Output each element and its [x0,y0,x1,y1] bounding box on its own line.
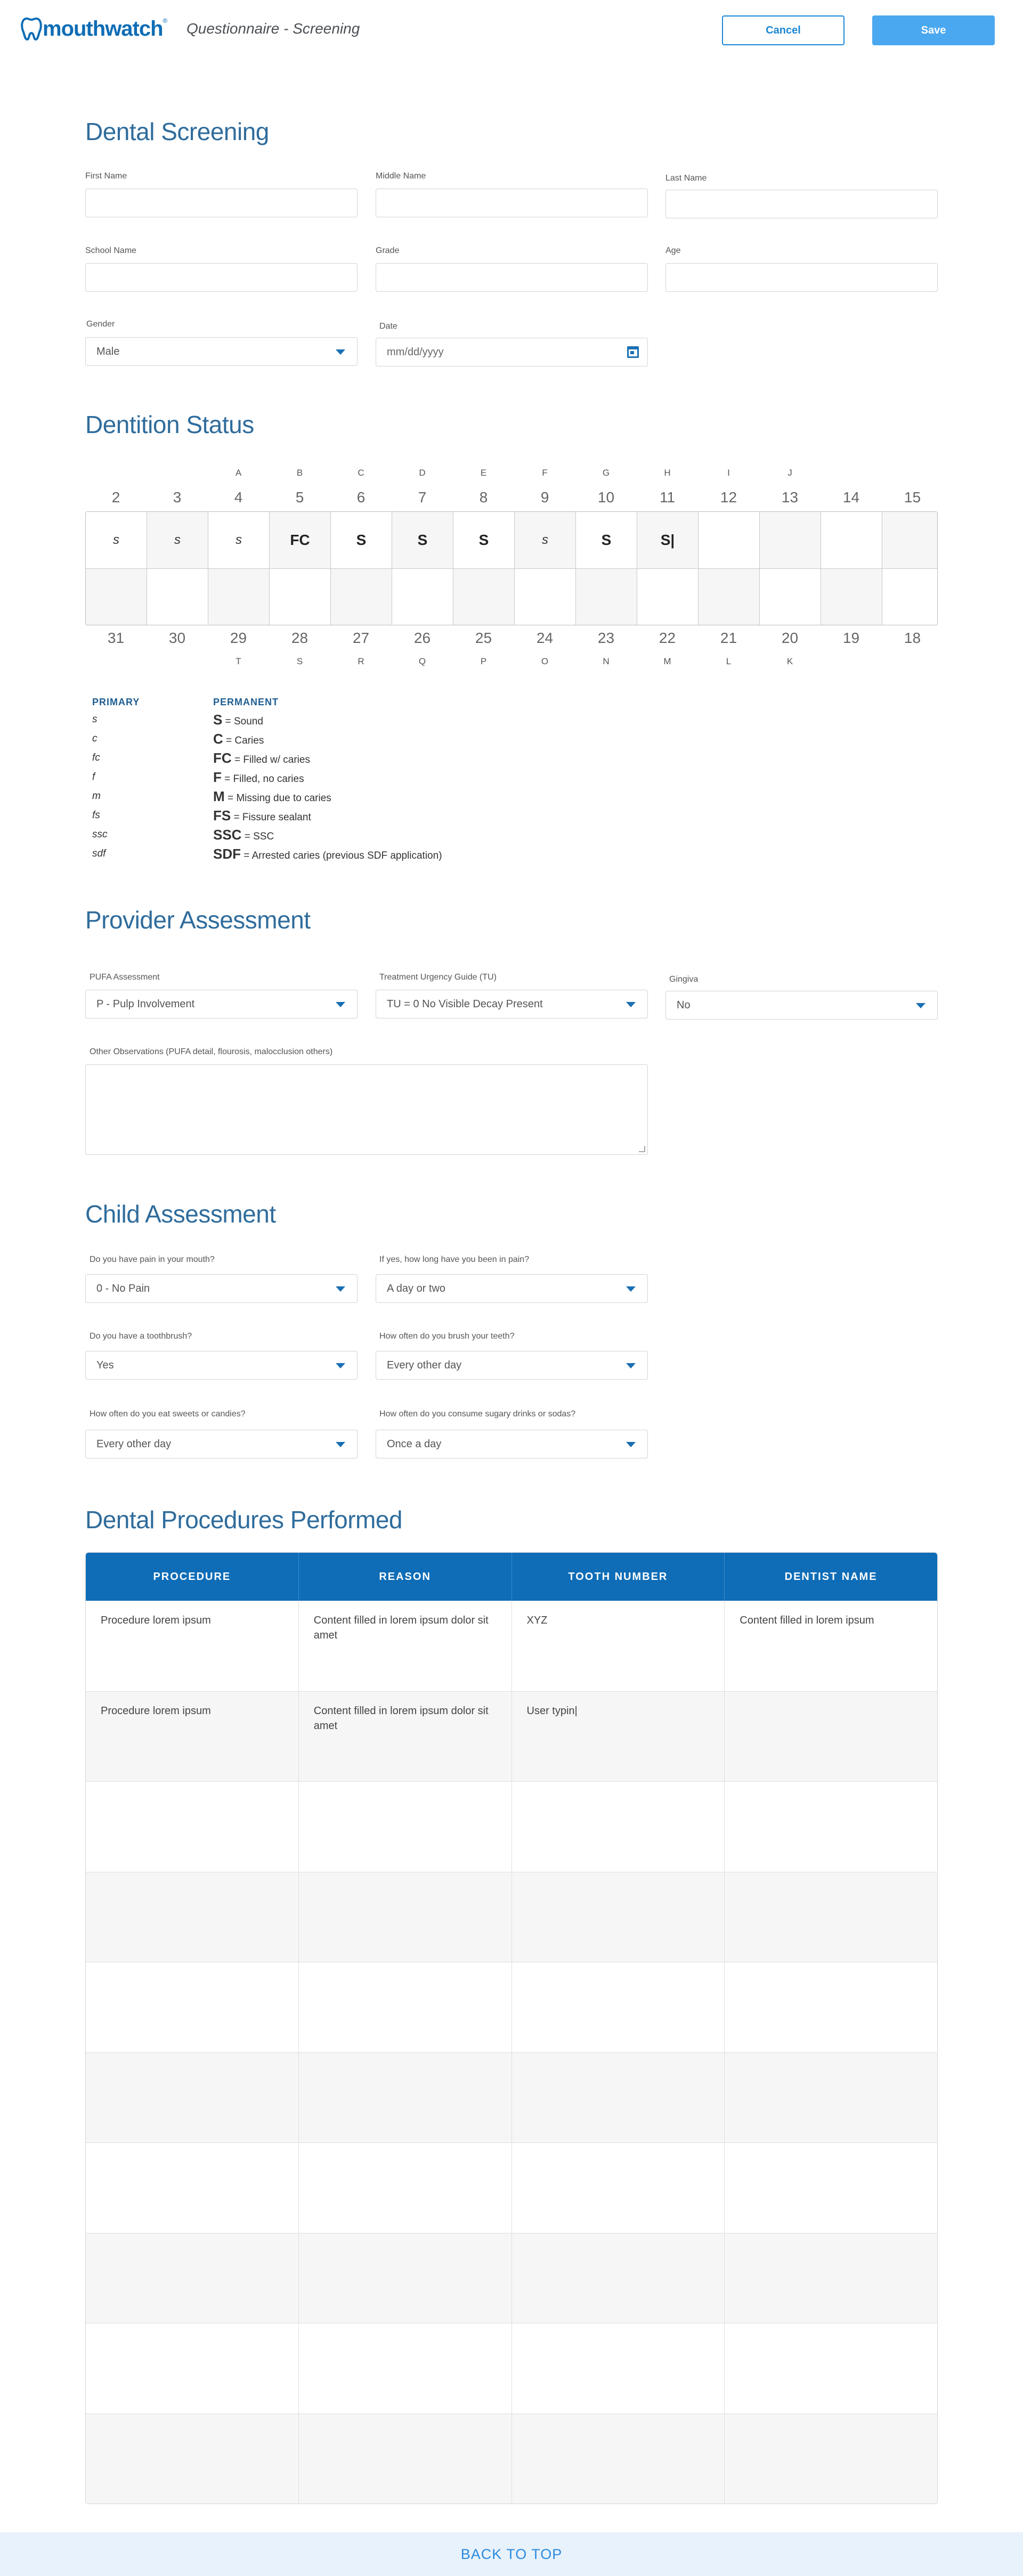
provider-assessment-title: Provider Assessment [85,906,311,934]
dentist-name-cell[interactable] [725,2053,937,2143]
tu-select[interactable] [376,990,648,1018]
drinks-label: How often do you consume sugary drinks or sodas? [379,1409,576,1419]
tooth-number-cell[interactable] [512,2324,725,2414]
table-row [86,2233,937,2324]
legend-permanent-entry [213,750,310,767]
school-name-field[interactable] [85,263,358,292]
upper-tooth-cell[interactable]: S [331,512,392,569]
tooth-number-label: 7 [418,489,427,506]
dentist-name-cell[interactable] [725,1872,937,1962]
procedure-cell[interactable] [86,1872,299,1962]
school-name-label: School Name [85,246,137,255]
tooth-number-cell[interactable] [512,2414,725,2504]
legend-permanent-entry [213,731,264,747]
legend-permanent-entry [213,712,263,728]
pufa-label: PUFA Assessment [90,973,160,982]
reason-cell[interactable] [299,2324,512,2414]
grade-label: Grade [376,246,400,255]
lower-tooth-cell[interactable] [331,569,392,625]
tooth-letter-label: L [726,656,732,666]
lower-tooth-cell[interactable] [86,569,147,625]
table-row [86,1872,937,1962]
upper-tooth-cell[interactable]: s [515,512,576,569]
mouthwatch-logo[interactable] [20,14,167,44]
observations-label: Other Observations (PUFA detail, flourosis, malocclusion others) [90,1047,333,1056]
page-title: Questionnaire - Screening [186,20,360,37]
legend-description: = Fissure sealant [231,812,311,823]
table-row [86,1601,937,1691]
legend-primary-code-text: fs [92,810,100,821]
table-row [86,2414,937,2504]
procedure-cell[interactable] [86,2053,299,2143]
tooth-number-label: 22 [659,630,676,646]
tooth-letter-label: H [664,468,671,478]
legend-primary-code [92,810,100,821]
middle-name-field[interactable] [376,189,648,217]
procedure-cell[interactable] [86,1962,299,2052]
gender-value: Male [96,345,120,357]
tooth-number-label: 26 [413,630,431,646]
table-row [86,1781,937,1872]
sweets-label: How often do you eat sweets or candies? [90,1409,246,1419]
upper-tooth-cell[interactable]: S [453,512,515,569]
chevron-down-icon [626,1002,636,1007]
gingiva-select[interactable] [665,991,938,1020]
legend-primary-code [92,714,98,725]
chevron-down-icon [626,1442,636,1447]
legend-permanent-code: FS [213,808,231,824]
procedure-cell[interactable] [86,2233,299,2324]
legend-permanent-code: M [213,788,225,804]
column-header-procedure: PROCEDURE [86,1553,299,1601]
pain-label: Do you have pain in your mouth? [90,1255,215,1264]
tooth-letter-label: G [602,468,610,478]
tooth-letter-label: R [358,656,364,666]
tooth-number-label: 31 [107,630,125,646]
tooth-letter-label: Q [418,656,426,666]
tooth-number-label: 3 [173,489,182,506]
procedures-table-header [86,1553,937,1601]
brush-frequency-value: Every other day [387,1359,462,1371]
procedures-table-body [86,1601,937,2504]
legend-description: = Caries [223,735,264,746]
lower-tooth-cell[interactable] [882,569,938,625]
legend-primary-code-text: s [92,714,98,725]
tooth-letter-label: F [542,468,548,478]
legend-description: = Filled, no caries [221,773,304,785]
tooth-number-label: 23 [597,630,615,646]
chevron-down-icon [336,1442,345,1447]
reason-cell[interactable] [299,2233,512,2324]
reason-cell[interactable] [299,2053,512,2143]
lower-tooth-cell[interactable] [637,569,699,625]
legend-description: = Filled w/ caries [231,754,310,765]
gingiva-label: Gingiva [669,975,699,984]
gender-select[interactable] [85,337,358,366]
column-header-reason: REASON [299,1553,512,1601]
age-label: Age [665,246,681,255]
legend-permanent-code: SDF [213,846,241,862]
tooth-number-cell[interactable] [512,2053,725,2143]
grade-field[interactable] [376,263,648,292]
procedures-table [85,1552,938,2504]
tooth-number-label: 28 [291,630,308,646]
tooth-letter-label: E [480,468,487,478]
tooth-number-label: 19 [842,630,860,646]
lower-tooth-cell[interactable] [699,569,760,625]
chevron-down-icon [336,349,345,355]
upper-tooth-cell[interactable] [699,512,760,569]
toothbrush-label: Do you have a toothbrush? [90,1332,192,1341]
tooth-letter-label: N [603,656,610,666]
tooth-number-label: 30 [168,630,186,646]
tooth-number-label: 2 [111,489,120,506]
tooth-number-label: 9 [540,489,549,506]
legend-primary-code-text: sdf [92,848,106,859]
legend-primary-code [92,752,100,764]
lower-tooth-cell[interactable] [821,569,882,625]
pufa-select[interactable] [85,990,358,1018]
chevron-down-icon [336,1002,345,1007]
legend-description: = Missing due to caries [224,793,331,804]
date-placeholder: mm/dd/yyyy [387,346,444,358]
tooth-number-label: 12 [720,489,737,506]
table-row [86,2323,937,2414]
tooth-chart [85,511,938,625]
lower-tooth-cell[interactable] [515,569,576,625]
lower-tooth-cell[interactable] [453,569,515,625]
upper-tooth-cell[interactable]: FC [270,512,331,569]
procedure-cell[interactable] [86,2143,299,2233]
observations-textarea[interactable] [85,1064,648,1155]
gender-label: Gender [86,320,115,329]
table-row [86,1691,937,1782]
brush-frequency-label: How often do you brush your teeth? [379,1332,515,1341]
chevron-down-icon [626,1286,636,1292]
dentist-name-cell[interactable] [725,2324,937,2414]
tooth-number-label: 11 [659,489,676,506]
dentist-name-cell[interactable] [725,2143,937,2233]
legend-permanent-entry [213,808,311,824]
dentist-name-cell[interactable] [725,1692,937,1782]
logo-wordmark: mouthwatch [43,17,163,40]
dentist-name-cell[interactable]: Content filled in lorem ipsum [740,1615,874,1626]
last-name-field[interactable] [665,190,938,218]
lower-tooth-cell[interactable] [147,569,208,625]
tooth-number-label: 29 [230,630,247,646]
save-button[interactable]: Save [872,15,995,45]
chevron-down-icon [916,1003,925,1008]
pain-select[interactable] [85,1274,358,1303]
dentist-name-cell[interactable] [725,2233,937,2324]
age-field[interactable] [665,263,938,292]
upper-tooth-cell[interactable]: S| [637,512,699,569]
chevron-down-icon [336,1286,345,1292]
tooth-number-label: 24 [536,630,554,646]
reason-cell[interactable] [299,2414,512,2504]
lower-tooth-cell[interactable] [392,569,453,625]
gingiva-value: No [677,999,691,1011]
tooth-number-label: 5 [295,489,304,506]
pain-duration-value: A day or two [387,1282,446,1294]
reason-cell[interactable]: Content filled in lorem ipsum dolor sit amet [299,1692,512,1782]
drinks-select[interactable] [376,1430,648,1458]
child-assessment-title: Child Assessment [85,1200,276,1228]
tooth-number-label: 4 [234,489,243,506]
legend-permanent-code: SSC [213,827,242,843]
pain-duration-label: If yes, how long have you been in pain? [379,1255,530,1264]
first-name-field[interactable] [85,189,358,217]
legend-primary-code-text: ssc [92,829,108,840]
table-row [86,2052,937,2143]
back-to-top-button[interactable]: BACK TO TOP [0,2532,1023,2576]
tooth-number-cell[interactable]: XYZ [512,1601,725,1691]
toothbrush-select[interactable] [85,1351,358,1380]
tu-label: Treatment Urgency Guide (TU) [379,973,497,982]
tooth-letter-label: M [663,656,671,666]
lower-tooth-cell[interactable] [760,569,821,625]
tooth-number-cell[interactable]: User typin| [512,1692,725,1782]
tooth-number-label: 20 [781,630,799,646]
toothbrush-value: Yes [96,1359,114,1371]
procedure-cell[interactable]: Procedure lorem ipsum [86,1601,299,1691]
column-header-tooth-number: TOOTH NUMBER [512,1553,725,1601]
tooth-number-label: 8 [479,489,488,506]
lower-tooth-cell[interactable] [208,569,270,625]
tu-value: TU = 0 No Visible Decay Present [387,998,543,1010]
tooth-letter-label: P [480,656,487,666]
tooth-letter-label: A [235,468,242,478]
pain-duration-select[interactable] [376,1274,648,1303]
procedure-cell[interactable] [86,2414,299,2504]
legend-permanent-entry [213,769,304,786]
legend-primary-code-text: fc [92,752,100,763]
reason-cell[interactable] [299,1782,512,1872]
legend-primary-code-text: m [92,790,101,802]
legend-description: = SSC [241,831,274,842]
tooth-letter-label: D [419,468,426,478]
upper-tooth-cell[interactable]: s [86,512,147,569]
upper-tooth-cell[interactable] [882,512,938,569]
last-name-label: Last Name [665,174,707,183]
legend-permanent-heading: PERMANENT [213,697,279,707]
pain-value: 0 - No Pain [96,1282,150,1294]
tooth-letter-label: K [786,656,793,666]
upper-tooth-cell[interactable] [760,512,821,569]
tooth-number-label: 6 [356,489,366,506]
legend-primary-heading: PRIMARY [92,697,140,707]
cancel-button[interactable]: Cancel [722,15,845,45]
tooth-number-label: 13 [781,489,799,506]
date-field[interactable] [376,338,648,366]
tooth-number-cell[interactable] [512,1872,725,1962]
tooth-letter-label: B [296,468,303,478]
tooth-number-label: 18 [904,630,921,646]
table-row [86,2142,937,2233]
sweets-select[interactable] [85,1430,358,1458]
procedure-cell[interactable] [86,2324,299,2414]
legend-primary-code [92,848,105,860]
app-header [0,0,1023,60]
first-name-label: First Name [85,172,127,181]
logo-trademark: ® [163,17,168,25]
legend-primary-code [92,829,108,841]
legend-description: = Arrested caries (previous SDF application) [241,850,442,861]
legend-primary-code [92,771,95,783]
lower-tooth-cell[interactable] [576,569,637,625]
calendar-icon[interactable] [627,346,639,358]
tooth-letter-label: T [236,656,241,666]
upper-tooth-cell[interactable]: S [576,512,637,569]
reason-cell[interactable] [299,2143,512,2233]
tooth-number-label: 10 [597,489,615,506]
tooth-number-cell[interactable] [512,1962,725,2052]
dentist-name-cell[interactable] [725,2414,937,2504]
legend-primary-code-text: c [92,733,98,744]
lower-tooth-cell[interactable] [270,569,331,625]
upper-tooth-cell[interactable] [821,512,882,569]
tooth-letter-label: S [296,656,303,666]
procedure-cell[interactable]: Procedure lorem ipsum [86,1692,299,1782]
legend-permanent-code: S [213,712,223,728]
legend-permanent-code: F [213,769,222,785]
date-label: Date [379,322,397,331]
legend-description: = Sound [222,716,263,727]
resize-handle-icon[interactable] [639,1146,645,1152]
column-header-dentist-name: DENTIST NAME [784,1570,878,1583]
legend-primary-code-text: f [92,771,95,782]
procedure-cell[interactable] [86,1782,299,1872]
upper-tooth-cell[interactable]: S [392,512,453,569]
tooth-letter-label: O [541,656,549,666]
drinks-value: Once a day [387,1438,442,1450]
brush-frequency-select[interactable] [376,1351,648,1380]
tooth-letter-label: C [358,468,364,478]
dental-screening-title: Dental Screening [85,118,269,145]
chevron-down-icon [626,1363,636,1368]
upper-tooth-cell[interactable]: s [147,512,208,569]
tooth-letter-label: I [727,468,730,478]
legend-primary-code [92,733,98,745]
tooth-letter-label: J [787,468,792,478]
tooth-number-cell[interactable] [512,2143,725,2233]
dentist-name-cell[interactable] [725,1782,937,1872]
tooth-number-label: 15 [904,489,921,506]
reason-cell[interactable] [299,1872,512,1962]
legend-permanent-entry [213,827,274,843]
legend-permanent-entry [213,788,331,805]
legend-permanent-code: FC [213,750,232,766]
reason-cell[interactable] [299,1962,512,2052]
dentist-name-cell[interactable] [725,1962,937,2052]
tooth-number-label: 25 [475,630,492,646]
dental-procedures-title: Dental Procedures Performed [85,1506,403,1534]
dentition-status-title: Dentition Status [85,411,254,438]
table-row [86,1962,937,2052]
tooth-number-label: 14 [842,489,860,506]
legend-permanent-entry [213,846,442,862]
upper-tooth-cell[interactable]: s [208,512,270,569]
tooth-logo-icon [20,16,43,42]
reason-cell[interactable]: Content filled in lorem ipsum dolor sit amet [299,1601,512,1691]
tooth-number-cell[interactable] [512,1782,725,1872]
middle-name-label: Middle Name [376,172,426,181]
tooth-number-cell[interactable] [512,2233,725,2324]
legend-permanent-code: C [213,731,223,747]
tooth-number-label: 27 [352,630,370,646]
legend-primary-code [92,790,101,802]
tooth-number-label: 21 [720,630,737,646]
chevron-down-icon [336,1363,345,1368]
sweets-value: Every other day [96,1438,172,1450]
pufa-value: P - Pulp Involvement [96,998,195,1010]
